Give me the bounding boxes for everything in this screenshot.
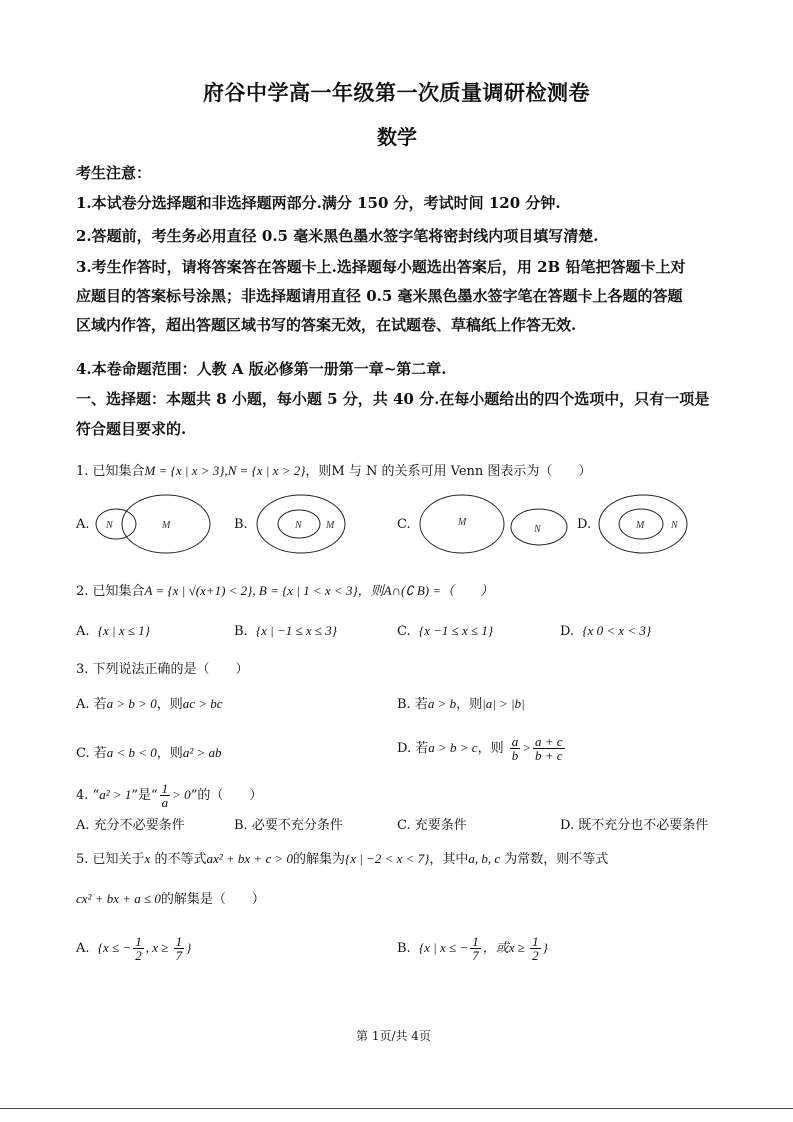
note-line-4: 应题目的答案标号涂黑；非选择题请用直径 0.5 毫米黑色墨水签字笔在答题卡上各题的答题 bbox=[76, 287, 683, 305]
q5-option-a-label: A. bbox=[76, 941, 90, 956]
q4-condition-1: a² > 1 bbox=[99, 787, 132, 802]
bottom-divider bbox=[0, 1108, 793, 1109]
q1-set-n: N = {x | x > 2} bbox=[227, 463, 306, 478]
q1-set-m: M = {x | x > 3}, bbox=[144, 463, 228, 478]
question-1-stem bbox=[76, 462, 591, 481]
q1-suffix: ，则M 与 N 的关系可用 Venn 图表示为（ ） bbox=[305, 464, 592, 479]
q3-option-c-then: ，则 bbox=[156, 746, 183, 761]
q1-option-b-venn bbox=[256, 494, 348, 556]
q3-option-d-gt: > bbox=[522, 740, 531, 755]
q4-suffix: ”的（ ） bbox=[190, 788, 263, 803]
q5-option-b-fraction-2 bbox=[530, 935, 541, 962]
q5-text-1: 5. 已知关于 bbox=[76, 852, 145, 867]
fraction-denominator: a bbox=[161, 795, 169, 810]
q5-option-a-fraction-1 bbox=[133, 935, 144, 962]
q2-option-a bbox=[76, 622, 150, 641]
note-line-5: 区域内作答，超出答题区域书写的答案无效，在试题卷、草稿纸上作答无效. bbox=[76, 316, 577, 334]
q1-option-a-label: A. bbox=[76, 517, 90, 532]
q2-option-b-text: {x | −1 ≤ x ≤ 3} bbox=[255, 623, 338, 638]
note-line-2: 2.答题前，考生务必用直径 0.5 毫米黑色墨水签字笔将密封线内项目填写清楚. bbox=[76, 227, 599, 245]
note-line-6: 4.本卷命题范围：人教 A 版必修第一册第一章~第二章. bbox=[76, 360, 447, 378]
venn-label-m: M bbox=[636, 520, 645, 531]
fraction-denominator: b bbox=[511, 748, 519, 763]
section-heading-line-1: 一、选择题：本题共 8 小题，每小题 5 分，共 40 分.在每小题给出的四个选项中，只有一项是 bbox=[76, 390, 710, 408]
venn-label-m: M bbox=[162, 520, 171, 531]
question-4-stem bbox=[76, 782, 262, 809]
q5-inequality-2: cx² + bx + a ≤ 0 bbox=[76, 891, 161, 906]
exam-subject: 数学 bbox=[377, 125, 417, 149]
venn-label-n: N bbox=[534, 524, 541, 535]
question-5-stem-line-2 bbox=[76, 890, 265, 909]
q1-option-c-venn bbox=[418, 494, 572, 556]
q1-option-c-label: C. bbox=[397, 517, 411, 532]
venn-label-m: M bbox=[458, 517, 467, 528]
q2-option-a-label: A. bbox=[76, 624, 90, 639]
q1-option-d-venn bbox=[596, 494, 690, 556]
q3-option-d-fraction-1 bbox=[510, 735, 521, 762]
q5-option-b-fraction-1 bbox=[470, 935, 481, 962]
fraction-numerator: 1 bbox=[472, 934, 479, 949]
q2-suffix: ，则A∩(∁ B) =（ ） bbox=[357, 583, 494, 598]
q5-option-b-text-2: ，或x ≥ bbox=[482, 940, 529, 955]
q3-option-c-result: a² > ab bbox=[182, 745, 222, 760]
q1-option-d-label: D. bbox=[577, 517, 592, 532]
q5-text-6: 的解集是（ ） bbox=[160, 892, 265, 907]
q3-option-a-label: A. 若 bbox=[76, 697, 107, 712]
q3-option-c-label: C. 若 bbox=[76, 746, 107, 761]
q5-var-x: x bbox=[144, 851, 151, 866]
q3-option-b bbox=[397, 695, 525, 714]
q5-text-4: ，其中 bbox=[429, 852, 469, 867]
fraction-denominator: b + c bbox=[535, 748, 563, 763]
q2-option-c bbox=[397, 622, 493, 641]
q5-option-a bbox=[76, 935, 191, 962]
q2-option-b bbox=[234, 622, 337, 641]
q3-option-b-condition: a > b bbox=[427, 696, 457, 711]
q3-option-d-label: D. 若 bbox=[397, 741, 429, 756]
fraction-denominator: 2 bbox=[532, 948, 539, 963]
q2-set-a: A = {x | √(x+1) < 2} bbox=[144, 583, 253, 598]
venn-label-n: N bbox=[295, 520, 302, 531]
q1-option-a-venn bbox=[94, 494, 212, 556]
note-line-1: 1.本试卷分选择题和非选择题两部分.满分 150 分，考试时间 120 分钟. bbox=[76, 194, 561, 212]
q4-condition-2: > 0 bbox=[172, 787, 191, 802]
q2-option-c-text: {x −1 ≤ x ≤ 1} bbox=[418, 623, 494, 638]
q5-solution-set: {x | −2 < x < 7} bbox=[345, 851, 430, 866]
question-3-stem: 3. 下列说法正确的是（ ） bbox=[76, 662, 249, 677]
q2-option-c-label: C. bbox=[397, 624, 411, 639]
q5-inequality: ax² + bx + c > 0 bbox=[206, 851, 293, 866]
fraction-denominator: 7 bbox=[472, 948, 479, 963]
q5-option-b-text-1: {x | x ≤ − bbox=[418, 940, 469, 955]
notes-heading: 考生注意： bbox=[76, 164, 152, 182]
q5-option-b-text-3: } bbox=[542, 940, 548, 955]
q4-option-b: B. 必要不充分条件 bbox=[234, 818, 343, 833]
q3-option-d-condition: a > b > c bbox=[428, 740, 478, 755]
fraction-numerator: a + c bbox=[535, 734, 563, 749]
note-line-3: 3.考生作答时，请将答案答在答题卡上.选择题每小题选出答案后，用 2B 铅笔把答题卡上对 bbox=[76, 258, 686, 276]
q3-option-b-then: ，则 bbox=[456, 697, 483, 712]
q2-option-d-label: D. bbox=[560, 624, 575, 639]
q3-option-c-condition: a < b < 0 bbox=[106, 745, 157, 760]
q3-option-c bbox=[76, 744, 221, 763]
q1-option-b-label: B. bbox=[234, 517, 248, 532]
q4-option-a: A. 充分不必要条件 bbox=[76, 818, 185, 833]
q3-option-d bbox=[397, 735, 567, 762]
q3-option-a-then: ，则 bbox=[156, 697, 183, 712]
fraction-numerator: 1 bbox=[532, 934, 539, 949]
venn-label-n: N bbox=[106, 520, 113, 531]
q5-option-a-text-1: {x ≤ − bbox=[97, 940, 132, 955]
q3-option-a-condition: a > b > 0 bbox=[106, 696, 157, 711]
question-2-stem bbox=[76, 582, 493, 601]
q5-option-b-label: B. bbox=[397, 941, 411, 956]
q4-fraction bbox=[160, 782, 171, 809]
exam-title: 府谷中学高一年级第一次质量调研检测卷 bbox=[203, 80, 590, 105]
q2-option-b-label: B. bbox=[234, 624, 248, 639]
q5-constants: a, b, c bbox=[468, 851, 501, 866]
venn-set-n-ellipse bbox=[96, 509, 136, 539]
q3-option-a bbox=[76, 695, 223, 714]
q5-text-5: 为常数，则不等式 bbox=[500, 852, 609, 867]
q4-option-c: C. 充要条件 bbox=[397, 818, 467, 833]
q5-text-2: 的不等式 bbox=[150, 852, 207, 867]
q3-option-b-result: |a| > |b| bbox=[482, 696, 525, 711]
q5-text-3: 的解集为 bbox=[293, 852, 346, 867]
q5-option-b bbox=[397, 935, 548, 962]
q2-option-d-text: {x 0 < x < 3} bbox=[582, 623, 652, 638]
q4-mid: ”是“ bbox=[131, 788, 158, 803]
q3-option-d-then: ，则 bbox=[477, 741, 504, 756]
fraction-numerator: 1 bbox=[161, 781, 169, 796]
q3-option-b-label: B. 若 bbox=[397, 697, 428, 712]
q5-option-a-text-3: } bbox=[186, 940, 192, 955]
q2-prefix: 2. 已知集合 bbox=[76, 584, 145, 599]
fraction-numerator: a bbox=[511, 734, 519, 749]
venn-label-n: N bbox=[671, 520, 678, 531]
section-heading-line-2: 符合题目要求的. bbox=[76, 420, 187, 438]
q5-option-a-fraction-2 bbox=[174, 935, 185, 962]
fraction-denominator: 7 bbox=[175, 948, 183, 963]
q5-option-a-text-2: , x ≥ bbox=[145, 940, 172, 955]
fraction-numerator: 1 bbox=[175, 934, 183, 949]
q2-option-d bbox=[560, 622, 651, 641]
venn-label-m: M bbox=[326, 520, 335, 531]
q2-set-b: , B = {x | 1 < x < 3} bbox=[252, 583, 358, 598]
question-5-stem-line-1 bbox=[76, 850, 608, 869]
fraction-denominator: 2 bbox=[135, 948, 142, 963]
q3-option-d-fraction-2 bbox=[533, 735, 565, 762]
q2-option-a-text: {x | x ≤ 1} bbox=[97, 623, 150, 638]
page-number: 第 1页/共 4页 bbox=[356, 1029, 431, 1043]
fraction-numerator: 1 bbox=[135, 934, 142, 949]
q4-option-d: D. 既不充分也不必要条件 bbox=[560, 818, 709, 833]
q4-prefix: 4. “ bbox=[76, 788, 100, 803]
q1-prefix: 1. 已知集合 bbox=[76, 464, 145, 479]
q3-option-a-result: ac > bc bbox=[182, 696, 223, 711]
